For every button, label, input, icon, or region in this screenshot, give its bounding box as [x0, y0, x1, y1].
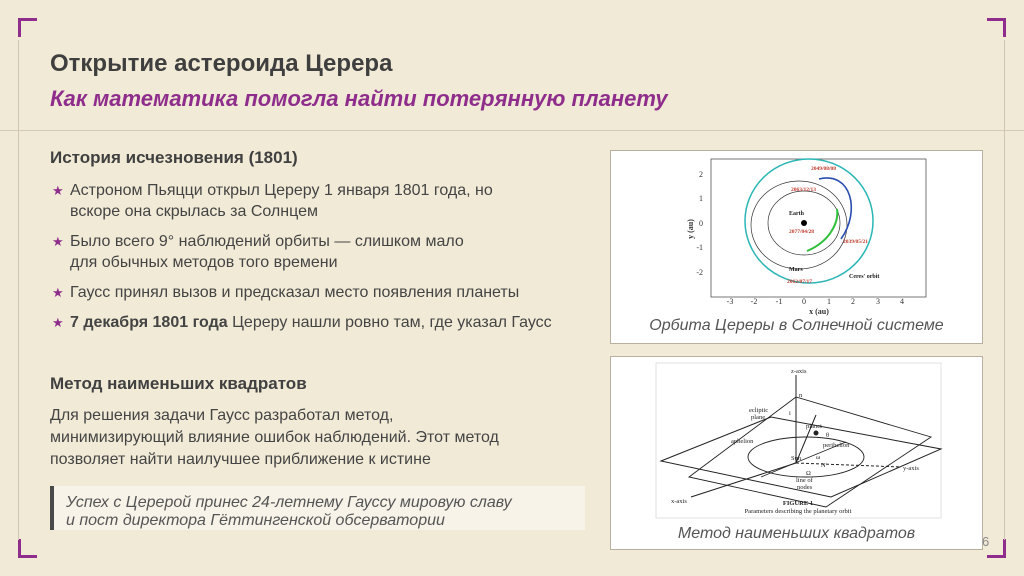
- star-bullet-icon: ★: [52, 234, 64, 249]
- svg-text:z-axis: z-axis: [791, 368, 807, 375]
- svg-text:nodes: nodes: [797, 484, 813, 491]
- orbit-parameters-figure: [610, 356, 983, 550]
- star-bullet-icon: ★: [52, 183, 64, 198]
- ceres-orbit-figure: [610, 150, 983, 344]
- svg-text:-2: -2: [696, 268, 703, 277]
- svg-text:n: n: [799, 392, 803, 399]
- svg-text:Sun: Sun: [791, 455, 802, 462]
- svg-text:-1: -1: [775, 297, 783, 306]
- svg-text:x (au): x (au): [809, 307, 829, 316]
- svg-text:y (au): y (au): [686, 219, 695, 239]
- frame-line-left: [18, 40, 19, 540]
- history-section: [50, 148, 610, 342]
- svg-text:x-axis: x-axis: [671, 498, 687, 505]
- figure1-caption: Орбита Цереры в Солнечной системе: [649, 317, 944, 334]
- svg-text:FIGURE 1: FIGURE 1: [782, 500, 814, 507]
- frame-line-right: [1004, 40, 1005, 540]
- svg-text:ecliptic: ecliptic: [749, 407, 769, 414]
- svg-text:aphelion: aphelion: [731, 438, 754, 445]
- svg-text:Mars: Mars: [789, 267, 803, 273]
- svg-text:2: 2: [699, 170, 703, 179]
- list-item: ★ Было всего 9° наблюдений орбиты — слишком мало для обычных методов того времени: [52, 233, 464, 271]
- corner-decoration-bottom-right: [987, 539, 1006, 558]
- svg-text:ω: ω: [816, 454, 821, 461]
- svg-text:2049/08/08: 2049/08/08: [811, 166, 837, 172]
- svg-text:line of: line of: [796, 477, 813, 484]
- page-number: 6: [982, 534, 990, 549]
- svg-text:2063/12/13: 2063/12/13: [791, 187, 817, 193]
- svg-text:i: i: [789, 410, 791, 417]
- history-list: [50, 180, 610, 333]
- svg-text:-3: -3: [726, 297, 734, 306]
- corner-decoration-top-right: [987, 18, 1006, 37]
- svg-text:1: 1: [827, 297, 831, 306]
- orbit-diagram: [611, 151, 984, 316]
- svg-text:N: N: [821, 462, 826, 469]
- slide-title: Открытие астероида Церера: [50, 50, 393, 77]
- star-bullet-icon: ★: [52, 285, 64, 300]
- svg-text:-2: -2: [750, 297, 758, 306]
- svg-text:Parameters describing the plan: Parameters describing the planetary orbit: [744, 508, 852, 515]
- svg-text:perihelion: perihelion: [823, 442, 850, 449]
- highlight-quote: Успех с Церерой принес 24-летнему Гауссу мировую славу и пост директора Гёттингенской обсерватории: [50, 486, 585, 530]
- svg-text:2: 2: [851, 297, 855, 306]
- svg-text:2077/04/28: 2077/04/28: [789, 229, 815, 235]
- corner-decoration-top-left: [18, 18, 37, 37]
- svg-text:Earth: Earth: [789, 211, 804, 217]
- discovery-date: 7 декабря 1801 года: [70, 314, 228, 331]
- orbit-parameters-diagram: [611, 357, 984, 522]
- star-bullet-icon: ★: [52, 315, 64, 330]
- list-item: ★ Гаусс принял вызов и предсказал место появления планеты: [52, 284, 520, 301]
- corner-decoration-bottom-left: [18, 539, 37, 558]
- svg-text:0: 0: [802, 297, 806, 306]
- svg-text:Ceres' orbit: Ceres' orbit: [849, 274, 880, 280]
- method-paragraph: Для решения задачи Гаусс разработал метод, минимизирующий влияние ошибок наблюдений. Этот метод позволяет найти наилучшее приближение к истине: [50, 407, 499, 468]
- svg-text:plane: plane: [751, 414, 766, 421]
- history-heading: История исчезновения (1801): [50, 148, 298, 167]
- list-item: ★ Астроном Пьяцци открыл Цереру 1 января 1801 года, но вскоре она скрылась за Солнцем: [52, 182, 493, 220]
- svg-text:-1: -1: [696, 243, 703, 252]
- svg-text:4: 4: [900, 297, 904, 306]
- svg-text:1: 1: [699, 194, 703, 203]
- method-heading: Метод наименьших квадратов: [50, 374, 307, 393]
- slide-subtitle: Как математика помогла найти потерянную планету: [50, 86, 668, 111]
- svg-text:2062/07/17: 2062/07/17: [787, 279, 813, 285]
- svg-text:2039/05/21: 2039/05/21: [843, 239, 869, 245]
- list-item: ★ 7 декабря 1801 года Цереру нашли ровно там, где указал Гаусс: [52, 314, 552, 331]
- figure2-caption: Метод наименьших квадратов: [677, 525, 916, 542]
- header-divider: [0, 130, 1024, 131]
- svg-text:3: 3: [876, 297, 880, 306]
- svg-text:planet: planet: [806, 423, 822, 430]
- svg-text:θ: θ: [826, 432, 830, 439]
- svg-text:Ω: Ω: [806, 470, 811, 477]
- svg-text:y-axis: y-axis: [903, 465, 919, 472]
- svg-text:0: 0: [699, 219, 703, 228]
